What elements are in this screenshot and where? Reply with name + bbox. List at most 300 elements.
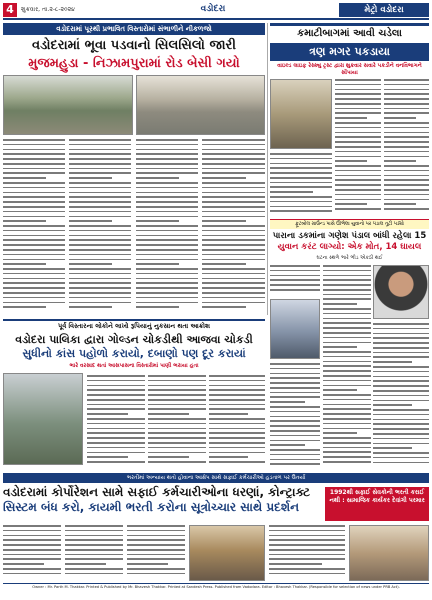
text-line	[136, 196, 198, 198]
text-line	[270, 167, 332, 169]
text-line	[384, 179, 429, 181]
text-line	[3, 139, 65, 141]
text-line	[202, 259, 265, 261]
text-line	[323, 451, 371, 453]
text-line	[202, 168, 265, 170]
text-line	[373, 356, 429, 358]
text-line	[148, 418, 206, 420]
text-line	[323, 361, 371, 363]
text-line	[373, 347, 429, 349]
football-photo-portrait	[373, 265, 429, 319]
text-line	[136, 187, 198, 189]
croc-body-col2	[384, 79, 429, 217]
text-line	[384, 98, 429, 100]
text-line	[69, 268, 131, 270]
text-line	[148, 385, 206, 387]
text-line	[148, 408, 206, 410]
text-line	[384, 132, 429, 134]
text-line	[136, 230, 198, 232]
text-line	[270, 196, 332, 198]
text-line	[202, 282, 265, 284]
text-line	[335, 108, 381, 110]
text-line	[269, 525, 345, 527]
text-line	[270, 177, 332, 179]
text-line	[270, 396, 320, 398]
dateline: શુક્રવાર, તા.૨-૮-૨૦૨૪	[21, 6, 75, 13]
text-line	[136, 149, 198, 151]
croc-headline-line2: ત્રણ મગર પકડાયા	[270, 43, 429, 61]
text-line	[270, 275, 320, 277]
text-line	[3, 220, 46, 222]
text-line	[209, 437, 265, 439]
text-line	[87, 418, 145, 420]
text-line	[209, 461, 265, 463]
text-line	[3, 192, 65, 194]
page-number: 4	[3, 3, 17, 17]
text-line	[384, 194, 429, 196]
text-line	[202, 149, 265, 151]
text-line	[69, 287, 131, 289]
text-line	[148, 413, 189, 415]
text-line	[384, 108, 429, 110]
text-line	[270, 449, 320, 451]
text-line	[202, 187, 265, 189]
text-line	[373, 423, 429, 425]
croc-body-col3	[270, 153, 332, 217]
text-line	[136, 254, 198, 256]
text-line	[384, 93, 429, 95]
text-line	[384, 184, 429, 186]
text-line	[373, 376, 429, 378]
text-line	[202, 225, 265, 227]
golden-deck: ભારે વરસાદ થતાં આસપાસના વિસ્તારોમાં પાણી ભરાયા હતા	[69, 363, 199, 369]
text-line	[209, 399, 265, 401]
text-line	[202, 139, 265, 141]
text-line	[323, 279, 371, 281]
text-line	[148, 447, 206, 449]
text-line	[136, 244, 198, 246]
text-line	[69, 297, 131, 299]
text-line	[202, 192, 265, 194]
text-line	[202, 206, 265, 208]
text-line	[384, 165, 429, 167]
text-line	[209, 375, 265, 377]
text-line	[202, 239, 265, 241]
text-line	[209, 456, 248, 458]
football-body-col4	[270, 363, 320, 469]
football-band: ફૂટબોલ ગ્રાઉન્ડ પાસે ઊભેલા યુવાનો પર પંડાલ તૂટી પડ્યો	[270, 219, 429, 229]
text-line	[202, 287, 265, 289]
text-line	[335, 189, 381, 191]
text-line	[202, 302, 265, 304]
flood-photo-left	[3, 75, 133, 135]
text-line	[69, 168, 131, 170]
text-line	[69, 153, 131, 155]
text-line	[270, 425, 320, 427]
text-line	[69, 306, 112, 308]
text-line	[270, 411, 320, 413]
text-line	[335, 179, 381, 181]
text-line	[69, 139, 131, 141]
text-line	[3, 163, 65, 165]
text-line	[136, 239, 198, 241]
text-line	[69, 282, 131, 284]
text-line	[323, 385, 371, 387]
text-line	[202, 297, 265, 299]
flood-headline-line1: વડોદરામાં ભૂવા પડવાનો સિલસિલો જારી	[32, 38, 236, 53]
text-line	[87, 437, 145, 439]
text-line	[209, 408, 265, 410]
text-line	[69, 158, 131, 160]
golden-headline-line1: વડોદરા પાલિકા દ્વારા ગોલ્ડન ચોકડીથી આજવા ચોકડી	[15, 333, 253, 346]
text-line	[384, 170, 429, 172]
text-line	[202, 196, 265, 198]
text-line	[202, 230, 265, 232]
text-line	[384, 112, 429, 114]
text-line	[136, 287, 198, 289]
text-line	[270, 201, 332, 203]
text-line	[69, 211, 131, 213]
text-line	[209, 452, 265, 454]
text-line	[373, 385, 429, 387]
text-line	[202, 254, 265, 256]
text-line	[202, 163, 265, 165]
text-line	[323, 298, 371, 300]
text-line	[270, 279, 320, 281]
text-line	[323, 461, 371, 463]
text-line	[69, 192, 131, 194]
text-line	[209, 389, 265, 391]
text-line	[384, 151, 429, 153]
text-line	[270, 463, 320, 465]
text-line	[69, 273, 131, 275]
text-line	[87, 456, 128, 458]
text-line	[148, 380, 206, 382]
text-line	[3, 554, 61, 556]
croc-headline-line1: કમાટીબાગમાં આવી ચડેલા	[270, 23, 429, 41]
text-line	[373, 333, 429, 335]
text-line	[270, 401, 305, 403]
text-line	[3, 539, 61, 541]
text-line	[373, 400, 429, 402]
text-line	[384, 103, 429, 105]
flood-body-col3	[136, 139, 198, 315]
text-line	[270, 387, 320, 389]
text-line	[136, 282, 198, 284]
text-line	[202, 211, 265, 213]
text-line	[3, 563, 44, 565]
text-line	[87, 389, 145, 391]
text-line	[335, 122, 381, 124]
text-line	[136, 177, 179, 179]
flood-photo-right	[136, 75, 265, 135]
text-line	[3, 225, 65, 227]
text-line	[270, 191, 313, 193]
text-line	[270, 435, 320, 437]
text-line	[3, 297, 65, 299]
text-line	[323, 408, 371, 410]
text-line	[335, 117, 367, 119]
text-line	[3, 201, 65, 203]
text-line	[335, 103, 381, 105]
text-line	[202, 306, 246, 308]
text-line	[269, 558, 345, 560]
text-line	[323, 265, 371, 267]
text-line	[202, 153, 265, 155]
text-line	[127, 563, 168, 565]
text-line	[3, 249, 65, 251]
text-line	[209, 442, 265, 444]
text-line	[3, 268, 65, 270]
text-line	[373, 414, 429, 416]
text-line	[384, 84, 429, 86]
text-line	[127, 525, 185, 527]
text-line	[270, 172, 332, 174]
text-line	[3, 530, 61, 532]
text-line	[373, 443, 429, 445]
text-line	[209, 423, 265, 425]
text-line	[373, 371, 429, 373]
football-headline-line2: યુવાન કરંટ લાગ્યો: એક મોત, 14 ઘાયલ	[277, 242, 422, 252]
text-line	[270, 377, 320, 379]
text-line	[87, 452, 145, 454]
text-line	[209, 418, 265, 420]
text-line	[269, 539, 345, 541]
text-line	[3, 244, 65, 246]
text-line	[323, 428, 371, 430]
text-line	[270, 406, 320, 408]
text-line	[323, 447, 371, 449]
text-line	[335, 184, 381, 186]
text-line	[136, 263, 179, 265]
text-line	[384, 175, 429, 177]
text-line	[136, 268, 198, 270]
text-line	[323, 394, 371, 396]
text-line	[323, 375, 371, 377]
text-line	[3, 287, 65, 289]
text-line	[373, 390, 429, 392]
text-line	[3, 158, 65, 160]
text-line	[202, 292, 265, 294]
text-line	[69, 216, 131, 218]
text-line	[270, 284, 320, 286]
text-line	[136, 168, 198, 170]
text-line	[384, 79, 429, 81]
text-line	[87, 428, 145, 430]
text-line	[136, 163, 198, 165]
text-line	[323, 294, 371, 296]
text-line	[3, 525, 61, 527]
text-line	[69, 187, 131, 189]
text-line	[3, 172, 65, 174]
text-line	[69, 249, 131, 251]
newspaper-page	[3, 3, 429, 597]
text-line	[335, 160, 367, 162]
text-line	[3, 149, 65, 151]
text-line	[335, 84, 381, 86]
text-line	[3, 211, 65, 213]
text-line	[373, 447, 412, 449]
text-line	[270, 363, 320, 365]
text-line	[69, 220, 112, 222]
text-line	[269, 563, 322, 565]
text-line	[270, 210, 332, 212]
text-line	[148, 399, 206, 401]
text-line	[373, 462, 429, 464]
text-line	[373, 342, 429, 344]
text-line	[202, 249, 265, 251]
text-line	[384, 127, 429, 129]
text-line	[87, 375, 145, 377]
text-line	[373, 380, 429, 382]
text-line	[69, 254, 131, 256]
text-line	[323, 337, 371, 339]
flood-body-col2	[69, 139, 131, 315]
text-line	[384, 141, 429, 143]
text-line	[148, 428, 206, 430]
text-line	[373, 323, 429, 325]
text-line	[323, 313, 371, 315]
text-line	[136, 182, 198, 184]
text-line	[323, 399, 371, 401]
text-line	[323, 380, 371, 382]
text-line	[69, 235, 131, 237]
text-line	[209, 413, 248, 415]
text-line	[3, 306, 46, 308]
text-line	[270, 392, 320, 394]
golden-body-col3	[209, 375, 265, 469]
text-line	[384, 160, 416, 162]
text-line	[335, 208, 381, 210]
strike-kicker: ભરતીમાં અન્યાય થતો હોવાના આક્ષેપ સાથે સફાઈ કર્મચારીઓ હડતાળ પર ઉતર્યા	[3, 473, 429, 483]
text-line	[373, 419, 429, 421]
text-line	[69, 201, 131, 203]
strike-side-box: 1992થી સફાઈ સેવકોની ભરતી કરાઈ નથી : સામાજિક કાર્યકર દેવાંગી પરમાર	[325, 487, 429, 521]
text-line	[323, 404, 371, 406]
text-line	[323, 318, 371, 320]
text-line	[202, 244, 265, 246]
text-line	[384, 136, 429, 138]
football-body-col1	[270, 265, 320, 297]
text-line	[69, 172, 131, 174]
strike-headline-line2: સિસ્ટમ બંધ કરો, કાયમી ભરતી કરોના સૂત્રોચ્ચાર સાથે પ્રદર્શન	[3, 500, 300, 514]
text-line	[65, 525, 123, 527]
text-line	[335, 170, 381, 172]
text-line	[269, 568, 345, 570]
text-line	[69, 163, 131, 165]
text-line	[323, 346, 357, 348]
text-line	[136, 153, 198, 155]
text-line	[335, 151, 381, 153]
text-line	[335, 89, 381, 91]
text-line	[270, 153, 332, 155]
text-line	[335, 165, 381, 167]
text-line	[65, 554, 123, 556]
text-line	[3, 239, 65, 241]
text-line	[87, 399, 145, 401]
text-line	[3, 535, 61, 537]
text-line	[148, 404, 206, 406]
text-line	[270, 420, 320, 422]
text-line	[335, 146, 381, 148]
text-line	[270, 158, 332, 160]
text-line	[270, 459, 320, 461]
text-line	[270, 163, 332, 165]
flood-headline-line2: મુજમહુડા - નિઝામપુરામાં રોડ બેસી ગયો	[28, 56, 240, 71]
text-line	[335, 112, 381, 114]
text-line	[3, 549, 61, 551]
text-line	[69, 196, 131, 198]
text-line	[148, 456, 189, 458]
text-line	[202, 182, 265, 184]
text-line	[69, 206, 131, 208]
text-line	[3, 216, 65, 218]
text-line	[335, 79, 381, 81]
text-line	[373, 352, 429, 354]
text-line	[384, 189, 429, 191]
text-line	[3, 544, 61, 546]
text-line	[323, 418, 371, 420]
text-line	[3, 263, 46, 265]
text-line	[373, 433, 429, 435]
strike-photo-right	[349, 525, 429, 581]
text-line	[65, 539, 123, 541]
text-line	[3, 254, 65, 256]
text-line	[269, 554, 345, 556]
text-line	[384, 156, 429, 158]
text-line	[335, 203, 367, 205]
text-line	[127, 530, 185, 532]
text-line	[202, 172, 265, 174]
text-line	[69, 302, 131, 304]
text-line	[202, 144, 265, 146]
text-line	[270, 440, 320, 442]
text-line	[384, 117, 416, 119]
text-line	[209, 432, 265, 434]
text-line	[136, 216, 198, 218]
text-line	[335, 93, 381, 95]
city-label: વડોદરા	[200, 4, 226, 14]
text-line	[335, 136, 381, 138]
text-line	[335, 175, 381, 177]
text-line	[136, 158, 198, 160]
text-line	[384, 122, 429, 124]
text-line	[69, 149, 131, 151]
text-line	[136, 172, 198, 174]
text-line	[3, 558, 61, 560]
text-line	[69, 278, 131, 280]
text-line	[335, 194, 381, 196]
text-line	[3, 259, 65, 261]
text-line	[323, 442, 371, 444]
text-line	[335, 127, 381, 129]
text-line	[65, 530, 123, 532]
text-line	[323, 322, 371, 324]
text-line	[202, 158, 265, 160]
croc-photo	[270, 79, 332, 149]
text-line	[323, 389, 357, 391]
strike-body-col1	[3, 525, 61, 581]
text-line	[202, 201, 265, 203]
text-line	[69, 182, 131, 184]
text-line	[3, 568, 61, 570]
text-line	[209, 380, 265, 382]
text-line	[323, 432, 357, 434]
text-line	[323, 351, 371, 353]
golden-kicker: પૂર્વ વિસ્તારના લોકોને લાખો રૂપિયાનું નુકસાન થતા આક્રોશ	[3, 319, 265, 331]
text-line	[87, 447, 145, 449]
text-line	[373, 457, 429, 459]
